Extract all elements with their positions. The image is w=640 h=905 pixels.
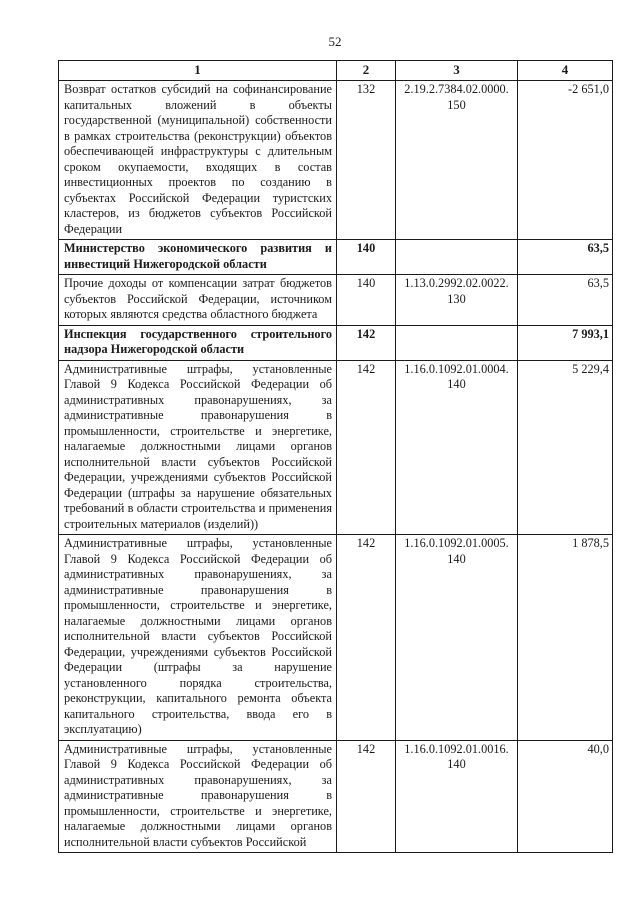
table-row [59,360,613,535]
table-row [59,275,613,326]
row-description-cell: Административные штрафы, установленные Главой 9 Кодекса Российской Федерации об административных правонарушениях, за административные правонарушения в промышленности, строительстве и энергетике, налагаемые должностными лицами органов исполнительной власти субъектов Российской Федерации, учреждениями субъектов Российской Федерации (штрафы за нарушение обязательных требований в области строительства и применения строительных материалов (изделий)) [59,360,337,535]
admin-code-cell: 140 [337,275,396,326]
kbk-code-cell [396,240,518,275]
admin-code-cell: 142 [337,740,396,853]
revenue-table [58,60,613,853]
kbk-code-cell [396,81,518,240]
admin-code-cell: 142 [337,325,396,360]
kbk-code-cell [396,275,518,326]
admin-code-cell: 142 [337,360,396,535]
kbk-code-line1: 2.19.2.7384.02.0000. [404,82,509,96]
admin-code-cell: 140 [337,240,396,275]
amount-cell: 5 229,4 [518,360,613,535]
table-row [59,81,613,240]
kbk-code-cell [396,740,518,853]
table-row [59,740,613,853]
row-description-cell: Возврат остатков субсидий на софинансирование капитальных вложений в объекты государственной (муниципальной) собственности в рамках строительства (реконструкции) объектов обеспечивающей инфраструктуры с длительным сроком окупаемости, входящих в состав инвестиционных проектов по созданию в субъектах Российской Федерации туристских кластеров, из бюджетов субъектов Российской Федерации [59,81,337,240]
column-header-4: 4 [518,61,613,81]
row-description-cell: Инспекция государственного строительного надзора Нижегородской области [59,325,337,360]
column-header-3: 3 [396,61,518,81]
page-number: 52 [328,34,342,49]
amount-cell: 7 993,1 [518,325,613,360]
table-row-section [59,240,613,275]
admin-code-cell: 142 [337,535,396,741]
amount-cell: -2 651,0 [518,81,613,240]
row-description-cell: Министерство экономического развития и инвестиций Нижегородской области [59,240,337,275]
kbk-code-cell [396,325,518,360]
kbk-code-line2: 140 [447,377,466,391]
row-description-cell: Прочие доходы от компенсации затрат бюджетов субъектов Российской Федерации, источником которых являются средства областного бюджета [59,275,337,326]
admin-code-cell: 132 [337,81,396,240]
amount-cell: 63,5 [518,275,613,326]
table-header-row [59,61,613,81]
column-header-1: 1 [59,61,337,81]
kbk-code-cell [396,360,518,535]
kbk-code-line2: 140 [447,551,466,566]
kbk-code-line1: 1.13.0.2992.02.0022. [404,276,509,290]
kbk-code-line2: 140 [447,757,466,771]
table-row [59,535,613,741]
kbk-code-line2: 150 [447,97,466,112]
amount-cell: 40,0 [518,740,613,853]
kbk-code-cell [396,535,518,741]
kbk-code-line1: 1.16.0.1092.01.0005. [404,536,509,550]
row-description-cell: Административные штрафы, установленные Главой 9 Кодекса Российской Федерации об административных правонарушениях, за административные правонарушения в промышленности, строительстве и энергетике, налагаемые должностными лицами органов исполнительной власти субъектов Российской [59,740,337,853]
amount-cell: 1 878,5 [518,535,613,741]
kbk-code-line1: 1.16.0.1092.01.0004. [404,361,509,376]
row-description-cell: Административные штрафы, установленные Главой 9 Кодекса Российской Федерации об административных правонарушениях, за административные правонарушения в промышленности, строительстве и энергетике, налагаемые должностными лицами органов исполнительной власти субъектов Российской Федерации, учреждениями субъектов Российской Федерации (штрафы за нарушение установленного порядка строительства, реконструкции, капитального ремонта объекта капитального строительства, ввода его в эксплуатацию) [59,535,337,741]
kbk-code-line1: 1.16.0.1092.01.0016. [404,741,509,756]
column-header-2: 2 [337,61,396,81]
kbk-code-line2: 130 [447,291,466,306]
table-row-section [59,325,613,360]
amount-cell: 63,5 [518,240,613,275]
